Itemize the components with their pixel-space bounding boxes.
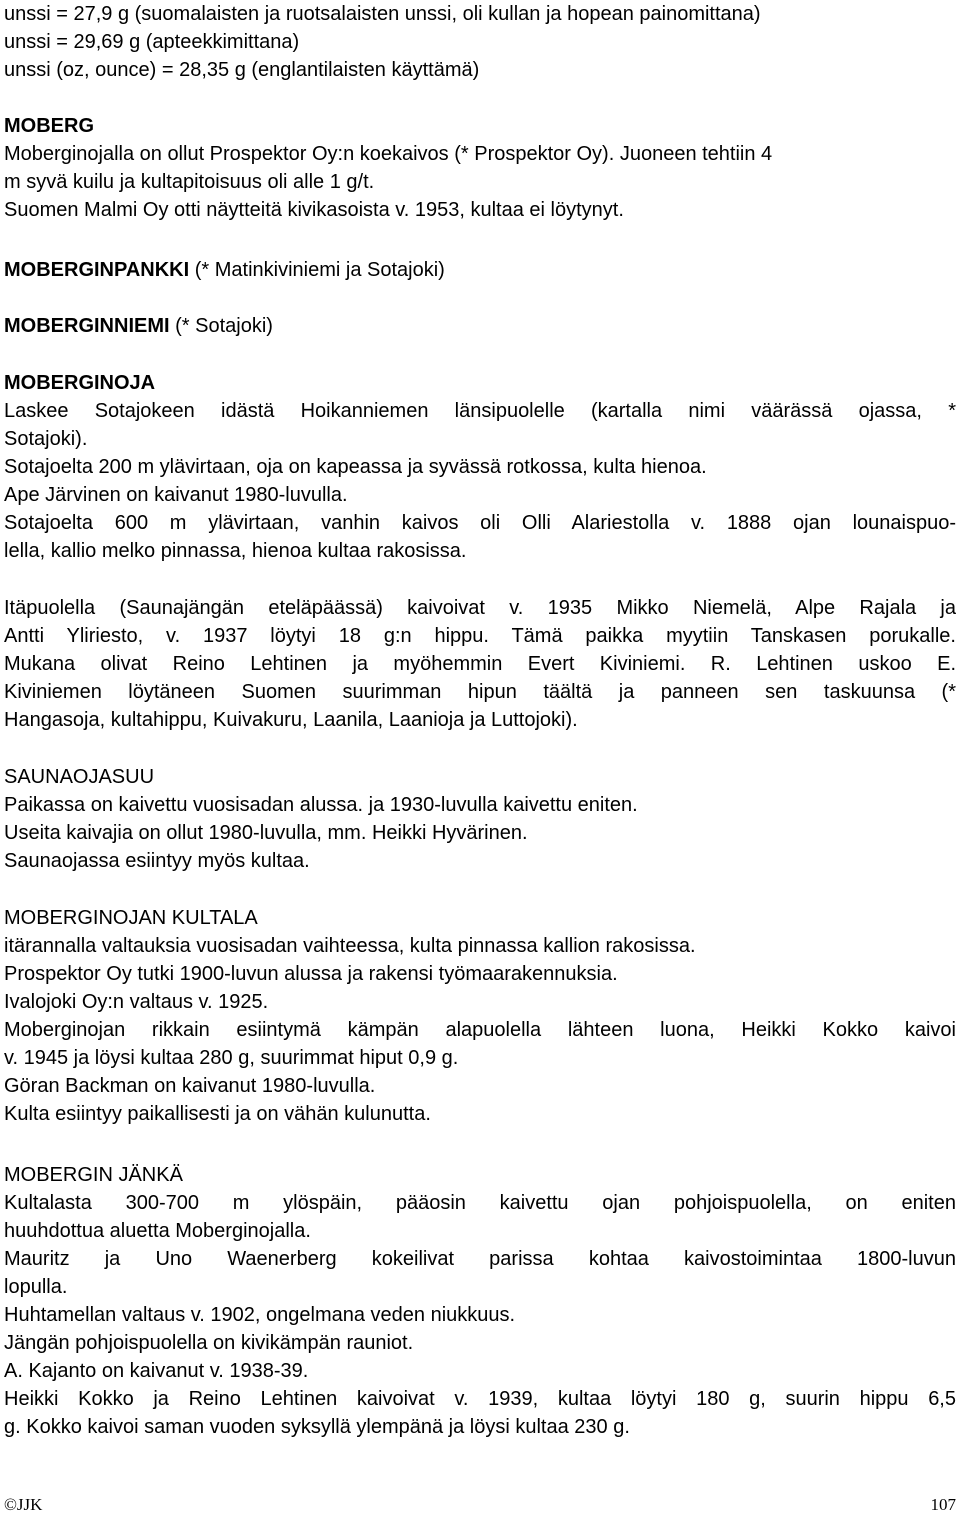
section-heading-moberginniemi (4, 312, 956, 340)
text-line: Huhtamellan valtaus v. 1902, ongelmana veden niukkuus. (4, 1304, 516, 1326)
text-line: Kulta esiintyy paikallisesti ja on vähän kulunutta. (4, 1103, 431, 1125)
text-line: huuhdottua aluetta Moberginojalla. (4, 1220, 311, 1242)
text-line: m syvä kuilu ja kultapitoisuus oli alle 1 g/t. (4, 171, 375, 193)
text-line: Prospektor Oy tutki 1900-luvun alussa ja rakensi työmaarakennuksia. (4, 963, 618, 985)
text-line: v. 1945 ja löysi kultaa 280 g, suurimmat hiput 0,9 g. (4, 1047, 459, 1069)
text-line: Heikki Kokko ja Reino Lehtinen kaivoivat v. 1939, kultaa löytyi 180 g, suurin hippu 6,5 (4, 1388, 956, 1410)
text-line: Itäpuolella (Saunajängän eteläpäässä) kaivoivat v. 1935 Mikko Niemelä, Alpe Rajala ja (4, 597, 956, 619)
section-heading-moberginojan-kultala: MOBERGINOJAN KULTALA (4, 907, 258, 929)
page-number: 107 (930, 1495, 956, 1514)
text-line: itärannalla valtauksia vuosisadan vaihteessa, kulta pinnassa kallion rakosissa. (4, 935, 696, 957)
heading-label: MOBERGINPANKKI (4, 259, 190, 281)
section-heading-moberg: MOBERG (4, 115, 94, 137)
footer-copyright: ©JJK (4, 1495, 43, 1514)
text-line: Jängän pohjoispuolella on kivikämpän rauniot. (4, 1332, 414, 1354)
text-line: Ivalojoki Oy:n valtaus v. 1925. (4, 991, 269, 1013)
heading-reference: (* Sotajoki) (169, 315, 273, 337)
heading-label: MOBERGINNIEMI (4, 315, 170, 337)
text-line: Saunaojassa esiintyy myös kultaa. (4, 850, 310, 872)
text-line: Kultalasta 300-700 m ylöspäin, pääosin kaivettu ojan pohjoispuolella, on eniten (4, 1192, 956, 1214)
text-line: Moberginojan rikkain esiintymä kämpän alapuolella lähteen luona, Heikki Kokko kaivoi (4, 1019, 956, 1041)
text-line: Göran Backman on kaivanut 1980-luvulla. (4, 1075, 376, 1097)
heading-reference: (* Matinkiviniemi ja Sotajoki) (189, 259, 445, 281)
section-heading-moberginpankki (4, 256, 956, 284)
text-line: Useita kaivajia on ollut 1980-luvulla, mm. Heikki Hyvärinen. (4, 822, 528, 844)
text-line: unssi = 29,69 g (apteekkimittana) (4, 31, 300, 53)
text-line: Sotajoki). (4, 428, 88, 450)
text-line: g. Kokko kaivoi saman vuoden syksyllä ylempänä ja löysi kultaa 230 g. (4, 1416, 630, 1438)
text-line: unssi (oz, ounce) = 28,35 g (englantilaisten käyttämä) (4, 59, 480, 81)
section-heading-mobergin-janka: MOBERGIN JÄNKÄ (4, 1164, 183, 1186)
text-line: Mauritz ja Uno Waenerberg kokeilivat parissa kohtaa kaivostoimintaa 1800-luvun (4, 1248, 956, 1270)
text-line: lella, kallio melko pinnassa, hienoa kultaa rakosissa. (4, 540, 467, 562)
text-line: Moberginojalla on ollut Prospektor Oy:n koekaivos (* Prospektor Oy). Juoneen tehtiin 4 (4, 143, 773, 165)
text-line: unssi = 27,9 g (suomalaisten ja ruotsalaisten unssi, oli kullan ja hopean painomittana) (4, 3, 761, 25)
text-line: Ape Järvinen on kaivanut 1980-luvulla. (4, 484, 348, 506)
text-line: Hangasoja, kultahippu, Kuivakuru, Laanila, Laanioja ja Luttojoki). (4, 709, 578, 731)
text-line: Paikassa on kaivettu vuosisadan alussa. ja 1930-luvulla kaivettu eniten. (4, 794, 638, 816)
text-line: Laskee Sotajokeen idästä Hoikanniemen länsipuolelle (kartalla nimi väärässä ojassa, * (4, 400, 956, 422)
section-heading-moberginoja: MOBERGINOJA (4, 372, 156, 394)
text-line: Kiviniemen löytäneen Suomen suurimman hipun täältä ja panneen sen taskuunsa (* (4, 681, 956, 703)
text-line: Sotajoelta 200 m ylävirtaan, oja on kapeassa ja syvässä rotkossa, kulta hienoa. (4, 456, 707, 478)
text-line: Mukana olivat Reino Lehtinen ja myöhemmin Evert Kiviniemi. R. Lehtinen uskoo E. (4, 653, 956, 675)
text-line: lopulla. (4, 1276, 68, 1298)
text-line: Antti Yliriesto, v. 1937 löytyi 18 g:n hippu. Tämä paikka myytiin Tanskasen porukalle. (4, 625, 956, 647)
section-heading-saunaojasuu: SAUNAOJASUU (4, 766, 155, 788)
text-line: Sotajoelta 600 m ylävirtaan, vanhin kaivos oli Olli Alariestolla v. 1888 ojan lounaispuo- (4, 512, 956, 534)
text-line: Suomen Malmi Oy otti näytteitä kivikasoista v. 1953, kultaa ei löytynyt. (4, 199, 624, 221)
text-line: A. Kajanto on kaivanut v. 1938-39. (4, 1360, 309, 1382)
